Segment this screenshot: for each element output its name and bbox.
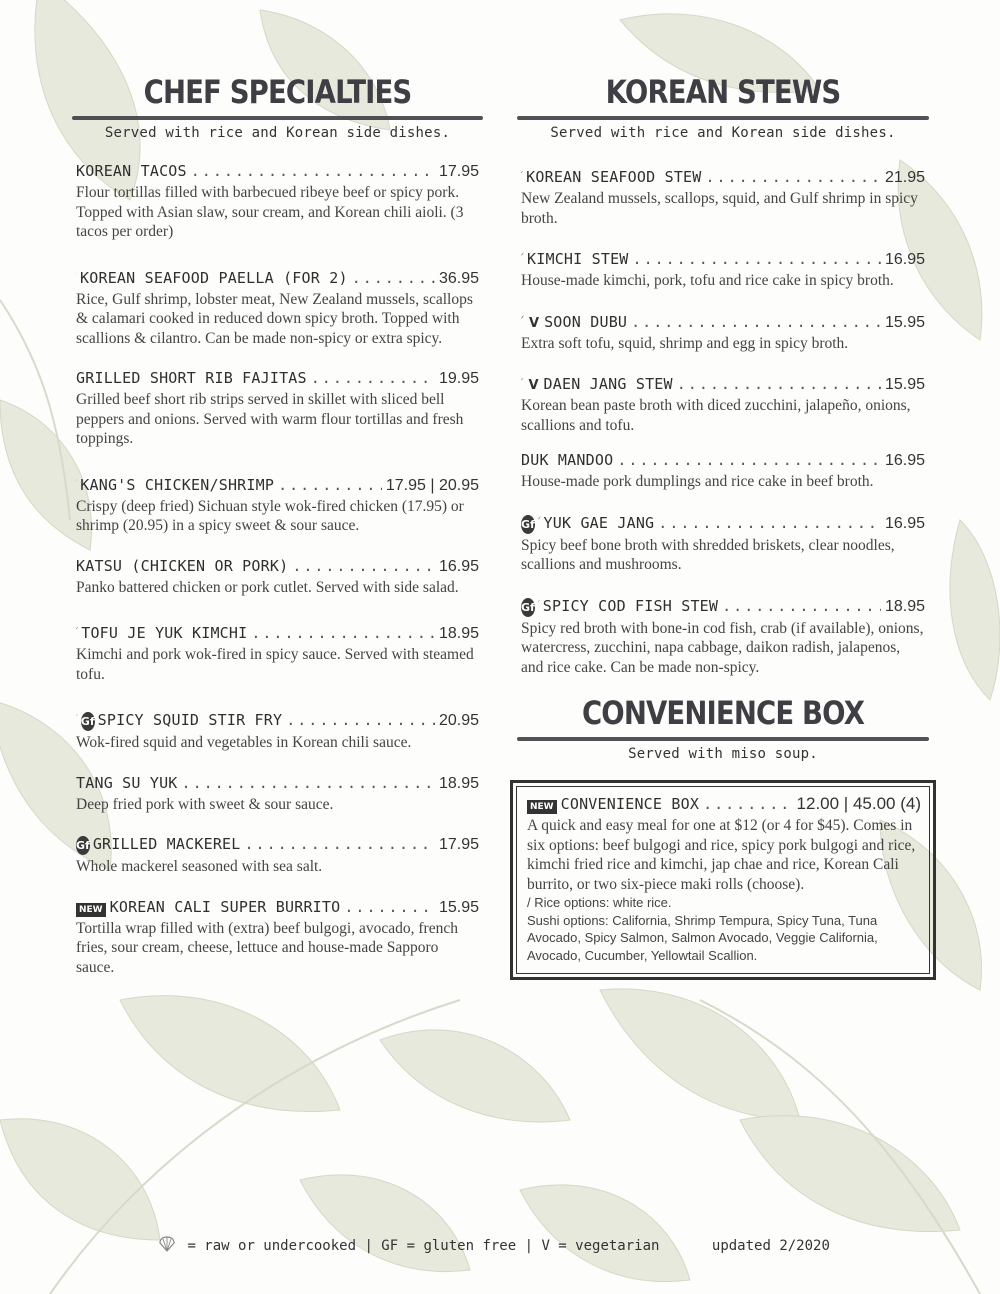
item-price: 17.95 [438,836,479,853]
item-price: 20.95 [438,712,479,729]
new-badge: NEW [76,903,106,917]
item-price: 17.95 | 20.95 [385,476,479,494]
item-name: SOON DUBU [544,312,628,331]
menu-item [521,451,925,492]
item-name: CONVENIENCE BOX [560,795,700,813]
menu-item [76,835,479,877]
menu-item [521,244,925,291]
item-name: DUK MANDOO [521,451,614,469]
chili-pepper-icon [538,591,540,611]
gluten-free-badge: Gf [521,515,535,534]
item-price: 17.95 [438,163,479,180]
shell-icon [158,1236,176,1252]
item-price: 12.00 | 45.00 (4) [796,794,921,813]
gluten-free-badge: Gf [521,598,535,617]
menu-item [521,162,925,228]
item-price: 15.95 [884,313,925,331]
item-name: KOREAN CALI SUPER BURRITO [109,897,341,916]
item-price: 16.95 [884,251,925,268]
chili-pepper-icon [76,470,77,490]
chili-pepper-icon [76,263,77,283]
menu-item [76,898,479,978]
item-price: 18.95 [438,774,479,792]
menu-item [76,774,479,815]
item-price: 15.95 [884,376,925,393]
item-name: KIMCHI STEW [527,250,629,268]
item-name: KOREAN TACOS [76,162,187,180]
menu-item [521,369,925,435]
gluten-free-badge: Gf [76,836,90,855]
item-price: 18.95 [884,597,925,615]
vegetarian-badge: V [528,378,539,393]
item-description: Panko battered chicken or pork cutlet. Served with side salad. [76,578,459,596]
item-description: House-made pork dumplings and rice cake in beef broth. [521,473,874,490]
convenience-box-section [521,691,925,980]
menu-item [521,591,925,678]
section-subtitle: Served with rice and Korean side dishes. [104,125,451,141]
korean-stews-section [521,70,925,980]
item-name: KOREAN SEAFOOD PAELLA (FOR 2) [80,268,348,287]
menu-item [76,705,479,753]
section-title: CONVENIENCE BOX [581,694,865,732]
item-description: New Zealand mussels, scallops, squid, and Gulf shrimp in spicy broth. [521,190,918,227]
item-name: TANG SU YUK [76,773,178,792]
chef-specialties-section [76,70,479,977]
brush-divider [72,116,483,120]
section-subtitle: Served with miso soup. [628,746,818,762]
menu-item [76,470,479,536]
item-price: 19.95 [438,370,479,387]
item-name: KANG'S CHICKEN/SHRIMP [80,475,275,494]
item-name: DAEN JANG STEW [543,375,673,393]
menu-item [76,369,479,449]
item-price: 16.95 [438,557,479,575]
item-description: Spicy beef bone broth with shredded briskets, clear noodles, scallions and mushrooms. [521,536,895,573]
section-subtitle: Served with rice and Korean side dishes. [550,125,896,141]
item-price: 21.95 [884,169,925,186]
menu-item [76,618,479,684]
item-price: 36.95 [438,269,479,287]
item-name: KOREAN SEAFOOD STEW [526,168,702,186]
chili-pepper-icon [521,369,523,389]
vegetarian-badge: V [529,315,540,331]
chili-pepper-icon [76,705,78,725]
new-badge: NEW [527,800,557,814]
item-name: KATSU (CHICKEN OR PORK) [76,556,289,575]
legend-text: = raw or undercooked | GF = gluten free | V = vegetarian [187,1238,660,1254]
item-description: Deep fried pork with sweet & sour sauce. [76,795,334,813]
gluten-free-badge: Gf [81,712,95,731]
footer-legend [158,1236,830,1254]
chili-pepper-icon [538,508,541,528]
updated-date: updated 2/2020 [711,1238,830,1254]
section-title: CHEF SPECIALTIES [143,73,412,111]
item-name: GRILLED MACKEREL [92,835,241,853]
item-description: House-made kimchi, pork, tofu and rice cake in spicy broth. [521,272,894,289]
item-price: 16.95 [884,452,925,469]
menu-item [521,508,925,575]
item-name: YUK GAE JANG [543,513,655,532]
item-description: Wok-fired squid and vegetables in Korean chili sauce. [76,734,412,751]
brush-divider [517,737,929,741]
item-name: TOFU JE YUK KIMCHI [81,624,248,642]
item-description: A quick and easy meal for one at $12 (or 4 for $45). Comes in six options: beef bulgogi and rice, spicy pork bulgogi and rice, kimchi fried rice and kimchi, jap chae and rice, Korean Cali burrito, or two six-piece maki rolls (choose). [527,817,916,893]
item-description: Kimchi and pork wok-fired in spicy sauce. Served with steamed tofu. [76,646,474,683]
menu-item [521,307,925,354]
item-description: Rice, Gulf shrimp, lobster meat, New Zealand mussels, scallops & calamari cooked in reduced down spicy broth. Topped with scallions & cilantro. Can be made non-spicy or extra spicy. [76,290,473,347]
convenience-box-frame [510,780,936,980]
item-description: Flour tortillas filled with barbecued ribeye beef or spicy pork. Topped with Asian slaw, sour cream, and Korean chili aioli. (3 tacos per order) [76,184,464,240]
item-name: SPICY SQUID STIR FRY [97,711,283,729]
item-name: SPICY COD FISH STEW [542,596,719,615]
item-description: Extra soft tofu, squid, shrimp and egg in spicy broth. [521,334,849,352]
item-description: Whole mackerel seasoned with sea salt. [76,858,323,875]
sushi-options: Sushi options: California, Shrimp Tempura, Spicy Tuna, Tuna Avocado, Spicy Salmon, Salmon Avocado, Veggie California, Avocado, Cucumber, Yellowtail Scallion. [527,912,878,963]
item-description: Tortilla wrap filled with (extra) beef bulgogi, avocado, french fries, sour cream, cheese, lettuce and house-made Sapporo sauce. [76,919,458,976]
chili-pepper-icon [521,162,523,182]
chili-pepper-icon [521,244,524,264]
item-description: Grilled beef short rib strips served in skillet with sliced bell peppers and onions. Served with warm flour tortillas and fresh toppings. [76,391,464,447]
item-description: Spicy red broth with bone-in cod fish, crab (if available), onions, watercress, zucchini, napa cabbage, daikon radish, jalapenos, and rice cake. Can be made non-spicy. [521,619,924,676]
item-description: Korean bean paste broth with diced zucchini, jalapeño, onions, scallions and tofu. [521,397,911,434]
item-price: 16.95 [884,514,925,532]
item-description: Crispy (deep fried) Sichuan style wok-fired chicken (17.95) or shrimp (20.95) in a spicy sweet & sour sauce. [76,497,464,534]
menu-item [76,263,479,349]
section-title: KOREAN STEWS [605,73,841,111]
menu-item [76,557,479,598]
chili-pepper-icon [76,618,78,638]
item-price: 15.95 [438,898,479,916]
item-price: 18.95 [438,625,479,642]
menu-item [76,162,479,242]
rice-options: / Rice options: white rice. [527,895,672,910]
item-name: GRILLED SHORT RIB FAJITAS [76,369,307,387]
brush-divider [517,116,929,120]
chili-pepper-icon [521,307,524,327]
